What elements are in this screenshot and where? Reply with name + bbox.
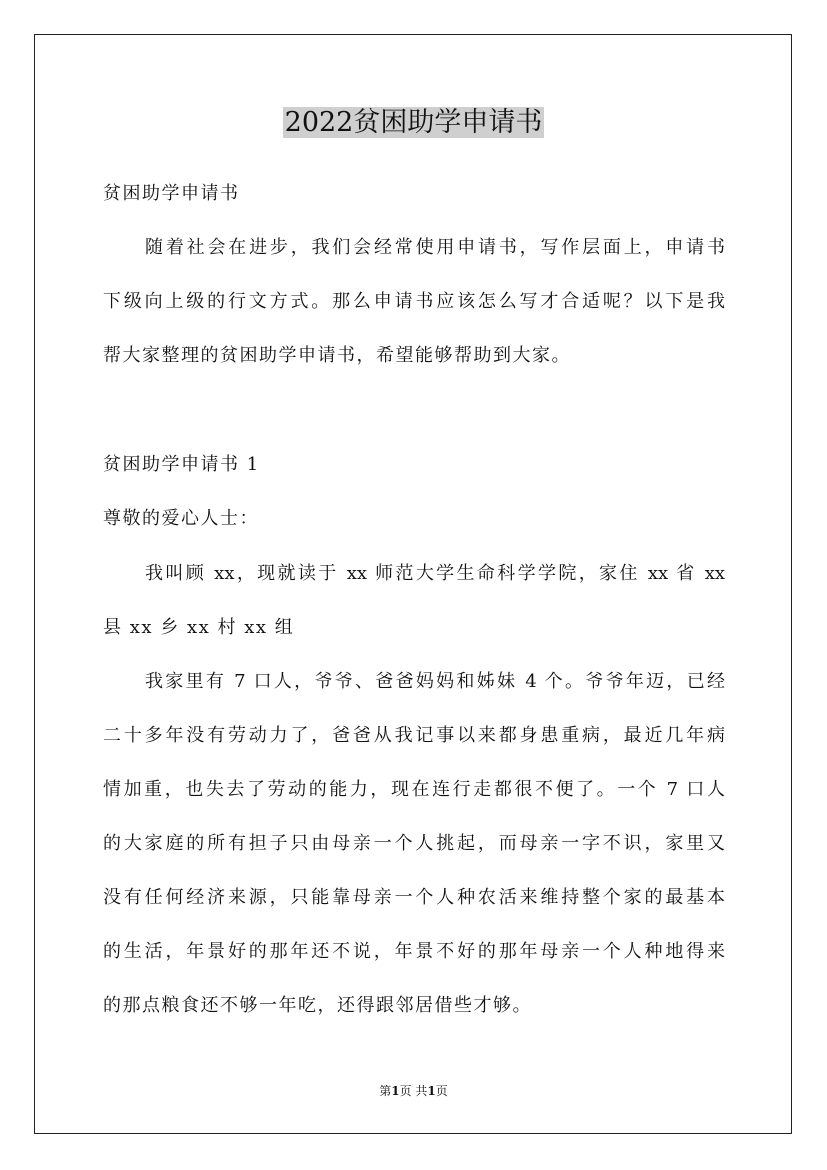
paragraph-line: 随着社会在进步，我们会经常使用申请书，写作层面上，申请书 bbox=[145, 237, 725, 258]
paragraph-line: 的生活，年景好的那年还不说，年景不好的那年母亲一个人种地得来 bbox=[103, 941, 725, 962]
document-title bbox=[0, 103, 827, 143]
footer-current-page: 1 bbox=[391, 1084, 400, 1098]
paragraph-line: 没有任何经济来源，只能靠母亲一个人种农活来维持整个家的最基本 bbox=[103, 887, 725, 908]
section-heading: 贫困助学申请书 1 bbox=[103, 454, 260, 475]
paragraph-line: 二十多年没有劳动力了，爸爸从我记事以来都身患重病，最近几年病 bbox=[103, 725, 725, 746]
footer-mid: 页 共 bbox=[399, 1084, 428, 1098]
footer-total-pages: 1 bbox=[427, 1084, 436, 1098]
salutation: 尊敬的爱心人士： bbox=[103, 508, 259, 529]
paragraph-line: 下级向上级的行文方式。那么申请书应该怎么写才合适呢？以下是我 bbox=[103, 291, 725, 312]
paragraph-line: 帮大家整理的贫困助学申请书，希望能够帮助到大家。 bbox=[103, 345, 571, 366]
paragraph-line: 情加重，也失去了劳动的能力，现在连行走都很不便了。一个 7 口人 bbox=[103, 779, 725, 800]
paragraph-line: 的那点粮食还不够一年吃，还得跟邻居借些才够。 bbox=[103, 995, 532, 1016]
paragraph-line: 的大家庭的所有担子只由母亲一个人挑起，而母亲一字不识，家里又 bbox=[103, 833, 725, 854]
paragraph-line: 我家里有 7 口人，爷爷、爸爸妈妈和姊妹 4 个。爷爷年迈，已经 bbox=[145, 671, 725, 692]
footer-suffix: 页 bbox=[435, 1084, 448, 1098]
paragraph-line: 县 xx 乡 xx 村 xx 组 bbox=[103, 617, 295, 638]
paragraph-line: 我叫顾 xx，现就读于 xx 师范大学生命科学学院，家住 xx 省 xx bbox=[145, 563, 725, 584]
footer-prefix: 第 bbox=[379, 1084, 392, 1098]
section-heading: 贫困助学申请书 bbox=[103, 183, 240, 204]
title-text: 2022贫困助学申请书 bbox=[284, 107, 543, 138]
page-footer bbox=[0, 1083, 827, 1099]
